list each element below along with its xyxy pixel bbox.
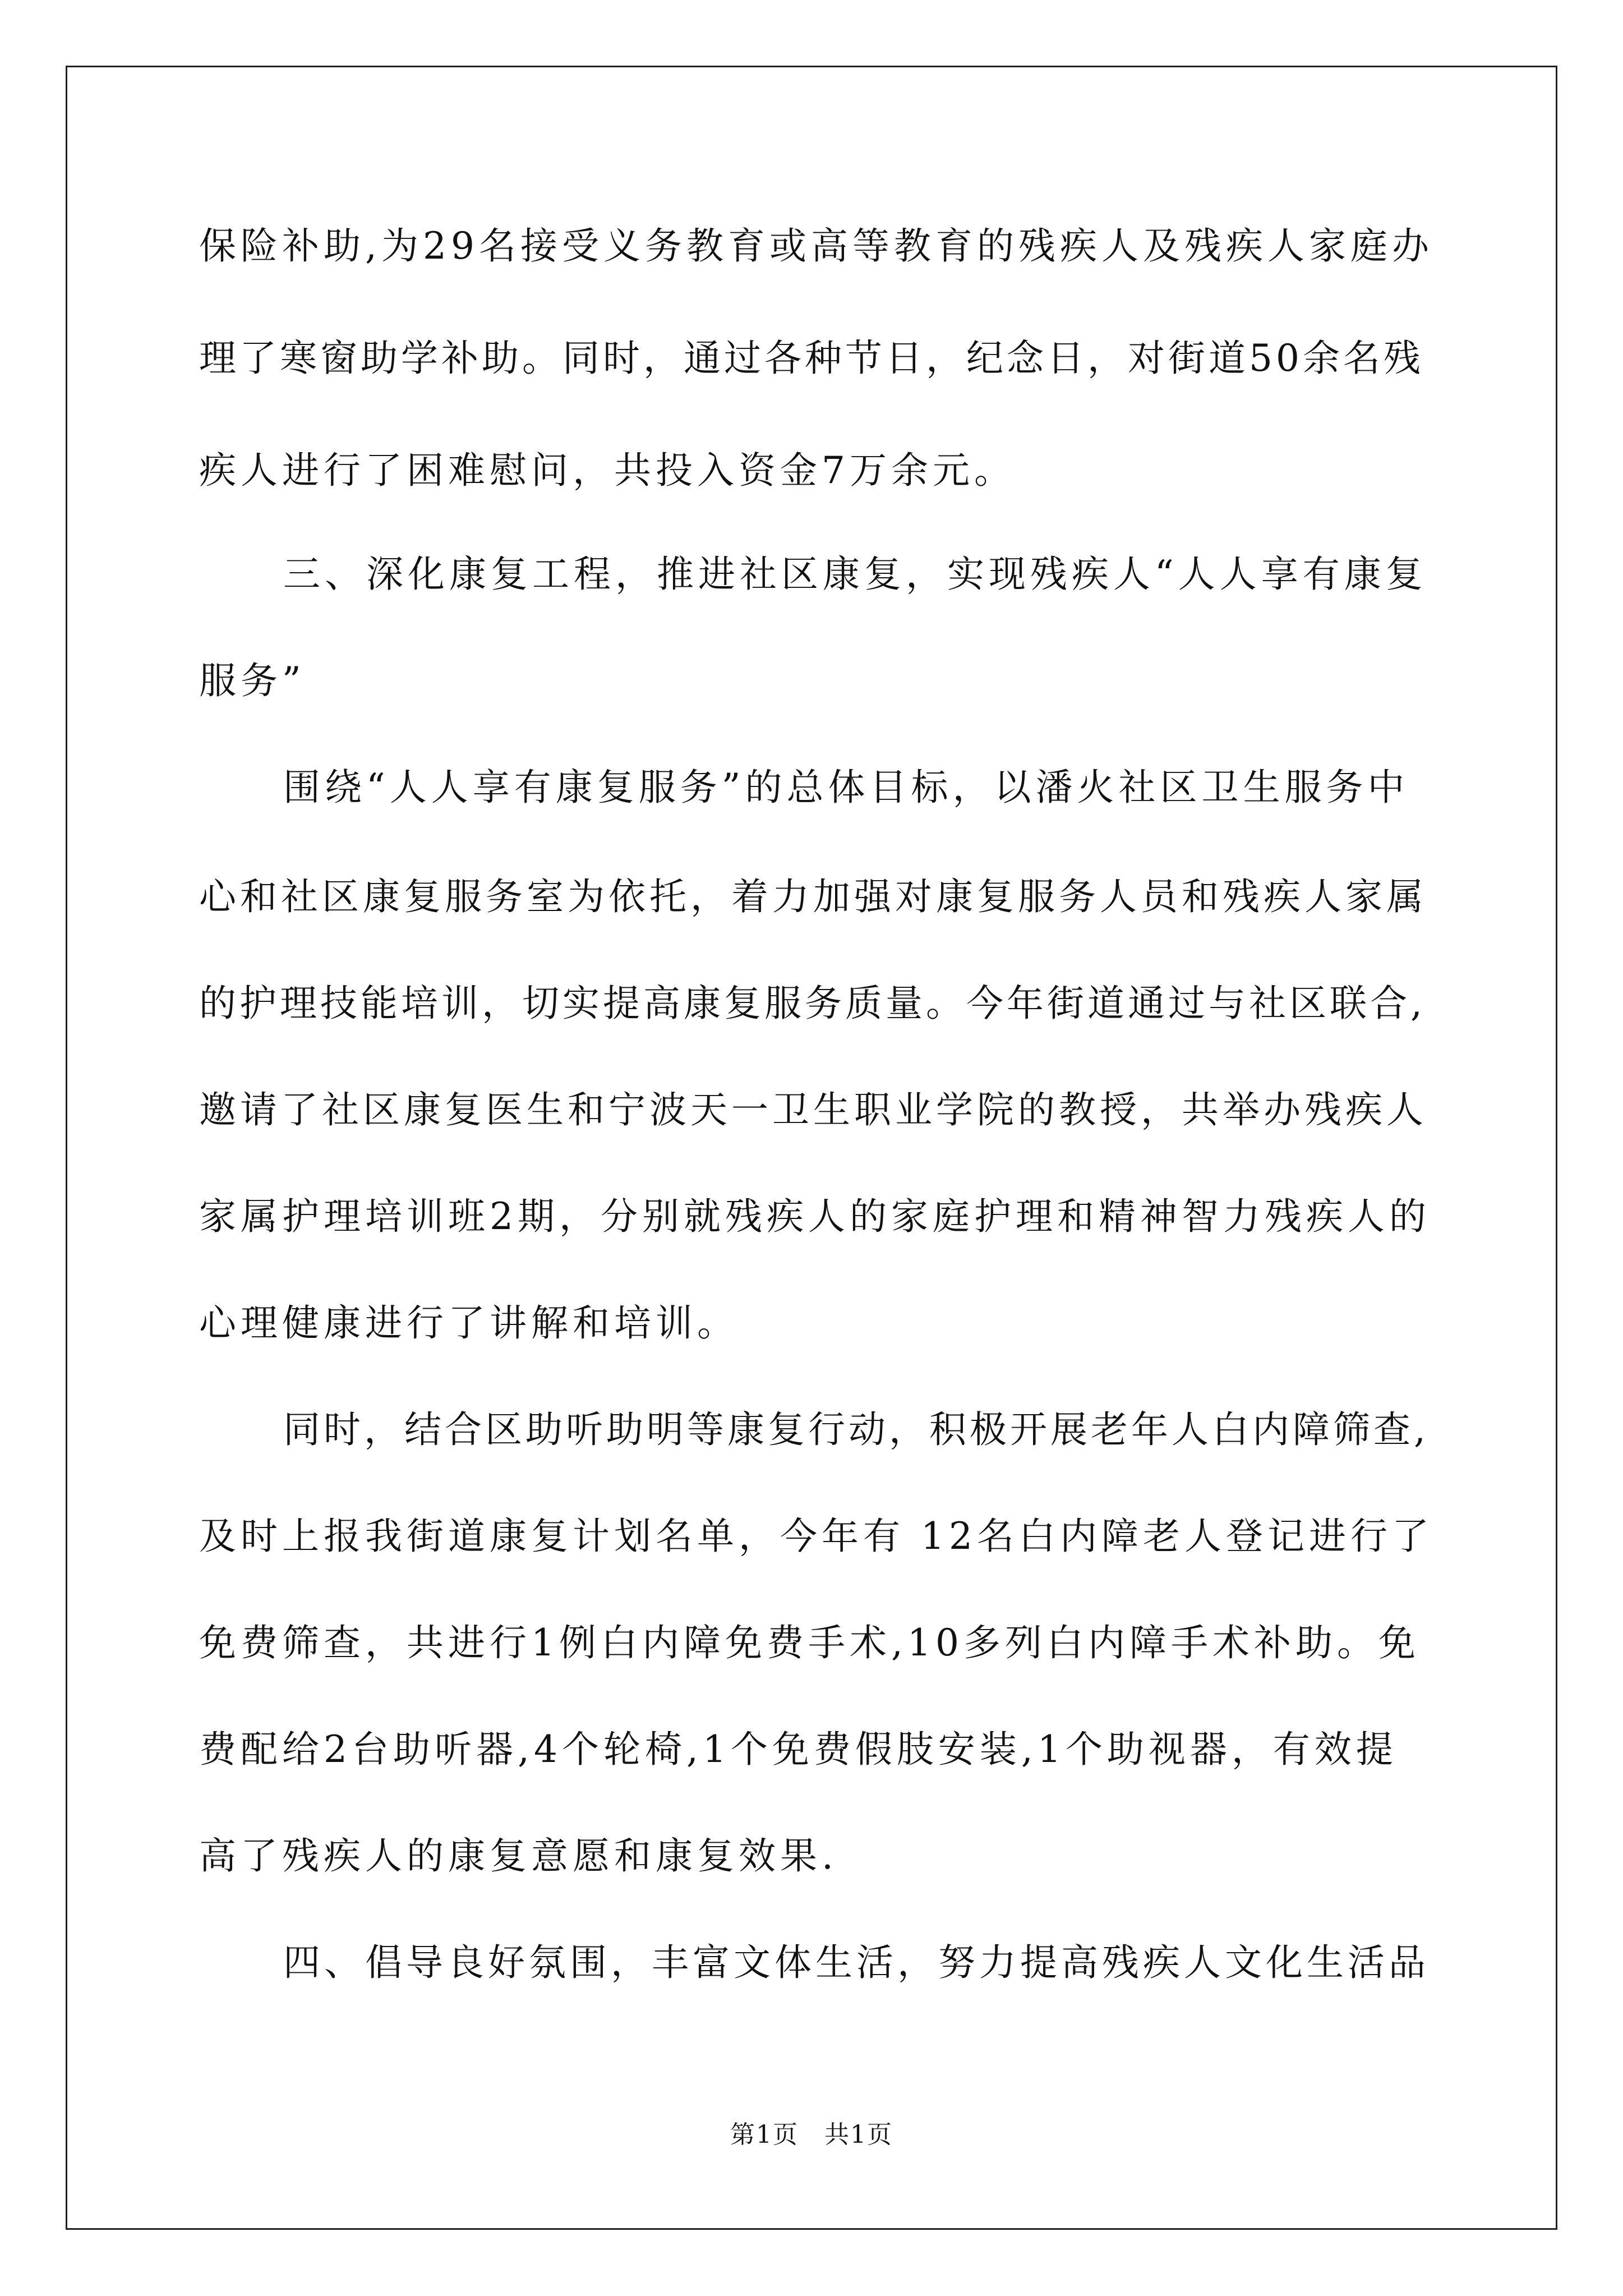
section-heading-line: 服务”	[199, 659, 306, 702]
paragraph-line: 邀请了社区康复医生和宁波天一卫生职业学院的教授，共举办残疾人	[199, 1088, 1427, 1131]
paragraph-line: 高了残疾人的康复意愿和康复效果.	[199, 1834, 838, 1878]
section-heading-line: 三、深化康复工程，推进社区康复，实现残疾人“人人享有康复	[283, 553, 1427, 596]
page-number-footer: 第1页 共1页	[730, 2120, 893, 2149]
paragraph-line: 的护理技能培训，切实提高康复服务质量。今年街道通过与社区联合,	[199, 982, 1426, 1025]
paragraph-line: 保险补助,为29名接受义务教育或高等教育的残疾人及残疾人家庭办	[199, 224, 1433, 268]
paragraph-line: 同时，结合区助听助明等康复行动，积极开展老年人白内障筛查,	[283, 1408, 1429, 1451]
paragraph-line: 家属护理培训班2期，分别就残疾人的家庭护理和精神智力残疾人的	[199, 1195, 1431, 1238]
paragraph-line: 疾人进行了困难慰问，共投入资金7万余元。	[199, 449, 1016, 492]
paragraph-line: 心和社区康复服务室为依托，着力加强对康复服务人员和残疾人家属	[199, 875, 1427, 918]
paragraph-line: 免费筛查，共进行1例白内障免费手术,10多列白内障手术补助。免	[199, 1621, 1420, 1664]
page-border	[66, 66, 1557, 2230]
paragraph-line: 理了寒窗助学补助。同时，通过各种节日，纪念日，对街道50余名残	[199, 337, 1424, 380]
paragraph-line: 费配给2台助听器,4个轮椅,1个免费假肢安装,1个助视器，有效提	[199, 1728, 1398, 1771]
paragraph-line: 及时上报我街道康复计划名单，今年有 12名白内障老人登记进行了	[199, 1515, 1433, 1558]
paragraph-line: 围绕“人人享有康复服务”的总体目标，以潘火社区卫生服务中	[283, 766, 1409, 809]
section-heading-line: 四、倡导良好氛围，丰富文体生活，努力提高残疾人文化生活品	[283, 1941, 1430, 1984]
paragraph-line: 心理健康进行了讲解和培训。	[199, 1301, 739, 1345]
